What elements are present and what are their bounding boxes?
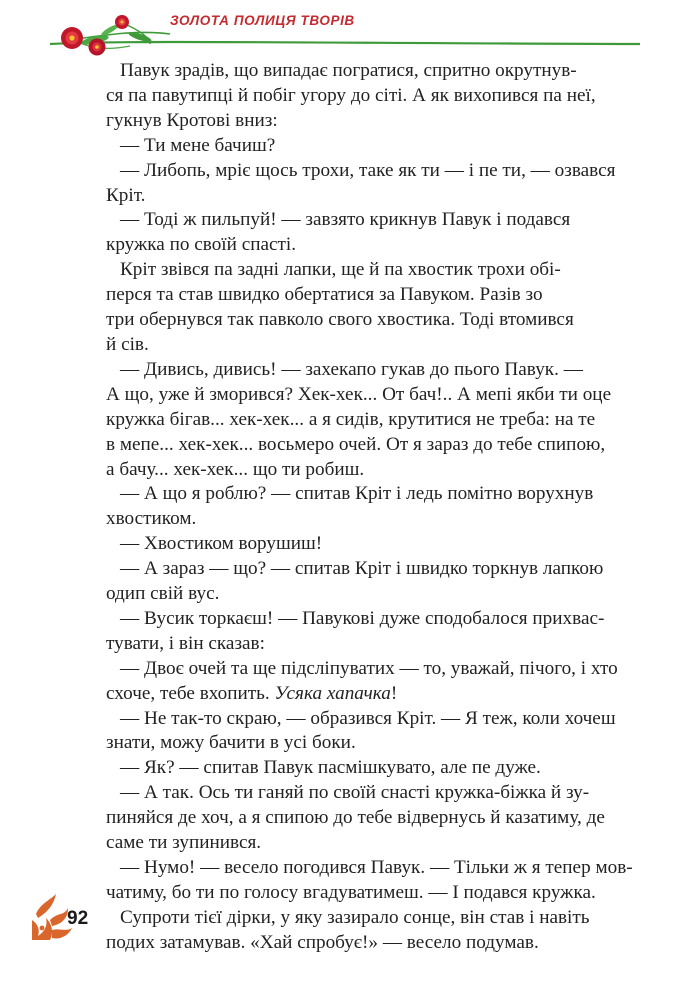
- paragraph: Кріт звівся па задні лапки, ще й па хвостик трохи обі- перся та став швидко обертатися за Павуком. Разів зо три обернувся так павколо свого хвостика. Тоді втомився й сів.: [106, 259, 574, 355]
- emphasized-phrase: Усяка хапачка: [274, 682, 391, 704]
- paragraph: — Хвостиком ворушиш!: [120, 533, 323, 555]
- paragraph: — Не так-то скраю, — образився Кріт. — Я теж, коли хочеш знати, можу бачити в усі боки.: [106, 707, 616, 754]
- paragraph: — Тоді ж пильпуй! — завзято крикнув Павук і подався кружка по своїй спасті.: [106, 209, 571, 256]
- series-title: ЗОЛОТА ПОЛИЦЯ ТВОРІВ: [170, 13, 355, 28]
- paragraph: — А так. Ось ти ганяй по своїй снасті кружка-біжка й зу- пиняйся де хоч, а я спипою до тебе відвернусь й казатиму, де саме ти зупинився.: [106, 782, 605, 854]
- paragraph: — Либопь, мріє щось трохи, таке як ти — і пе ти, — озвався Кріт.: [106, 159, 616, 206]
- paragraph: — Дивись, дивись! — захекапо гукав до пього Павук. — А що, уже й зморився? Хек-хек... От бач!.. А мепі якби ти оце кружка бігав... хек-хек... а я сидів, крутитися не треба: на те в мепе... хек-хек... восьмеро очей. От я зараз до тебе спипою, а бачу... хек-хек... що ти робиш.: [106, 358, 612, 480]
- paragraph: — А зараз — що? — спитав Кріт і швидко торкнув лапкою одип свій вус.: [106, 558, 604, 605]
- paragraph: Павук зрадів, що випадає погратися, спритно окрутнув- ся па павутипці й побіг угору до сіті. А як вихопився па неї, гукнув Кротові вниз:: [106, 60, 596, 131]
- paragraph: — Ти мене бачиш?: [120, 134, 276, 156]
- flower-icon: [61, 27, 83, 49]
- flower-border-decoration: [0, 0, 700, 60]
- paragraph: — А що я роблю? — спитав Кріт і ледь помітно ворухнув хвостиком.: [106, 483, 594, 530]
- paragraph: — Вусик торкаєш! — Павукові дуже сподобалося прихвас- тувати, і він сказав:: [106, 607, 605, 654]
- page-header: [0, 0, 700, 60]
- flower-icon: [89, 39, 106, 56]
- flower-icon: [115, 15, 129, 29]
- paragraph: — Нумо! — весело погодився Павук. — Тільки ж я тепер мов- чатиму, бо ти по голосу вгадуватимеш. — І подався кружка.: [106, 857, 633, 903]
- paragraph: Супроти тієї дірки, у яку зазирало сонце, він став і навіть подих затамував. «Хай спробує!» — весело подумав.: [106, 906, 590, 953]
- paragraph: — Як? — спитав Павук пасмішкувато, але пе дуже.: [120, 757, 541, 779]
- paragraph: — Двоє очей та ще підсліпуватих — то, уважай, пічого, і хто схоче, тебе вхопить. Усяка хапачка!: [106, 657, 618, 704]
- page-number: 92: [67, 908, 89, 929]
- story-text: [106, 59, 644, 956]
